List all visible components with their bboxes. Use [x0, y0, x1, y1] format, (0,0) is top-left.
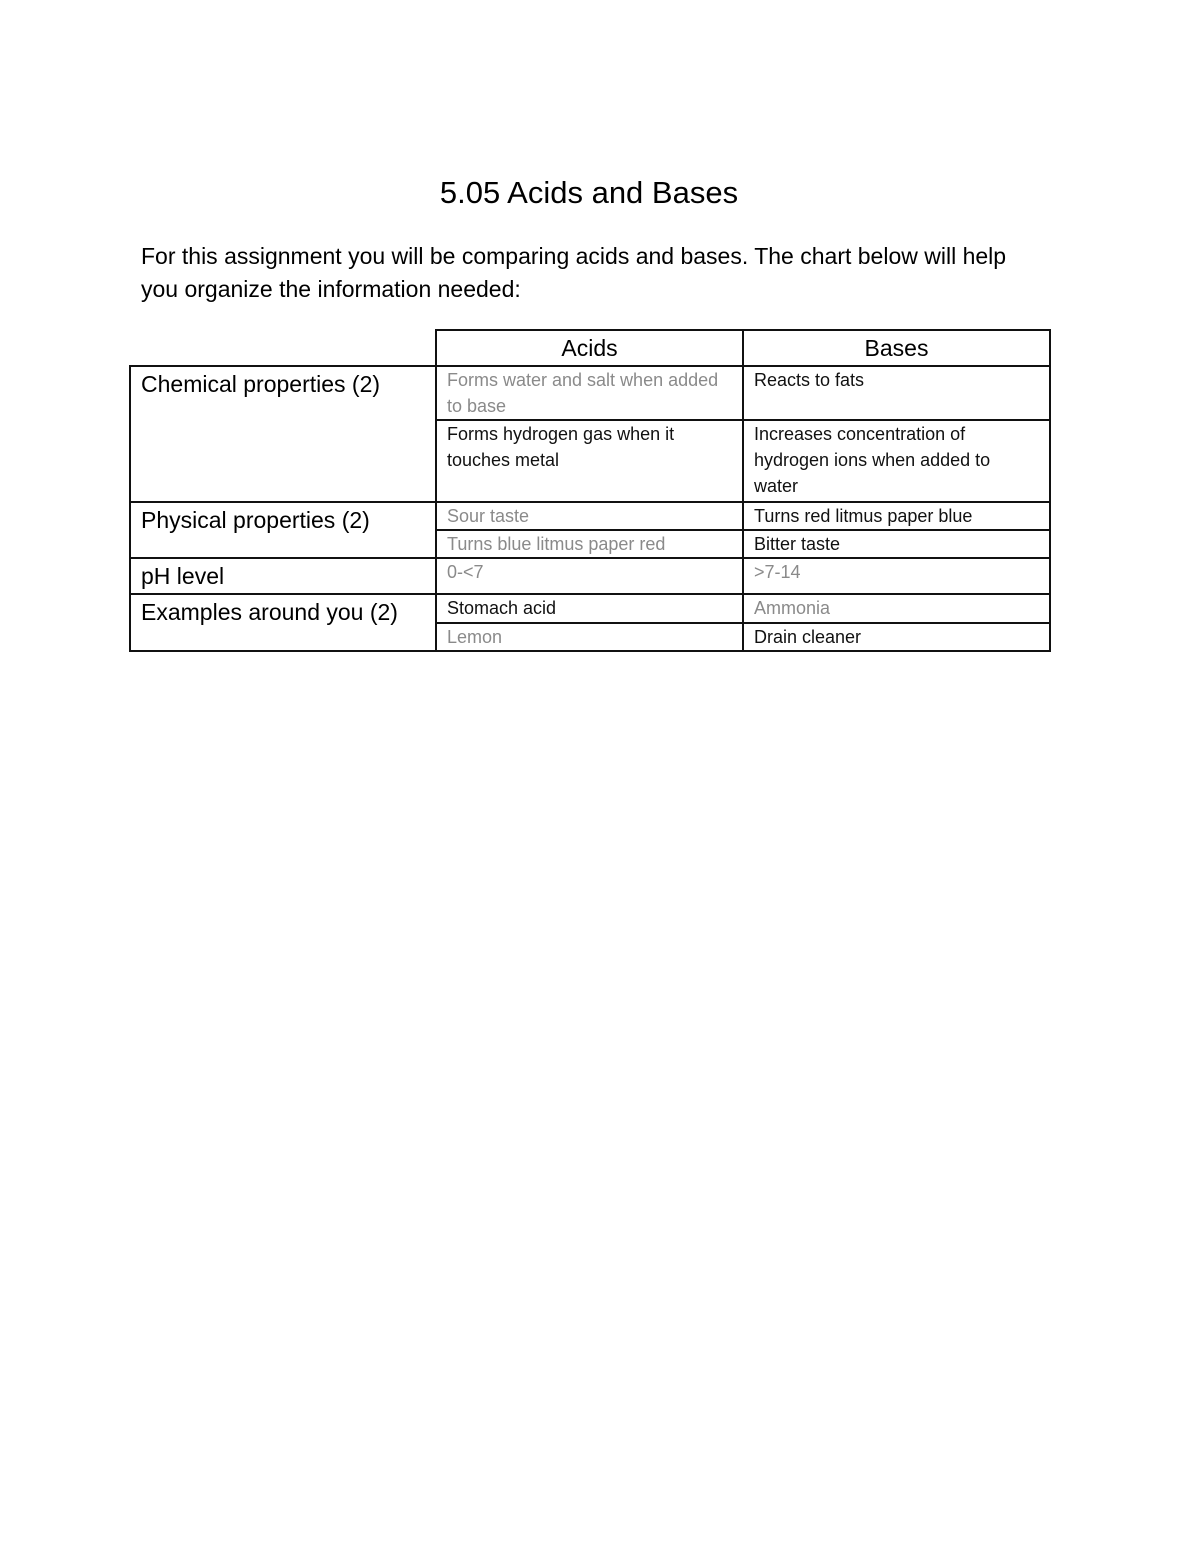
intro-paragraph: For this assignment you will be comparing acids and bases. The chart below will help you organize the information needed:	[141, 243, 1007, 302]
row-label-ph-level: pH level	[130, 558, 436, 594]
table-row	[130, 558, 1050, 594]
table-row	[130, 502, 1050, 530]
column-header-acids: Acids	[436, 330, 743, 366]
base-cell: >7-14	[743, 558, 1050, 594]
base-cell: Reacts to fats	[743, 366, 1050, 420]
acid-cell: Stomach acid	[436, 594, 743, 623]
column-header-bases: Bases	[743, 330, 1050, 366]
base-cell: Drain cleaner	[743, 623, 1050, 651]
acid-cell: Lemon	[436, 623, 743, 651]
base-cell: Ammonia	[743, 594, 1050, 623]
acid-cell: Forms hydrogen gas when it touches metal	[436, 420, 743, 502]
page-title: 5.05 Acids and Bases	[439, 175, 739, 210]
acid-cell: Sour taste	[436, 502, 743, 530]
base-cell: Turns red litmus paper blue	[743, 502, 1050, 530]
row-label-examples-around-you: Examples around you (2)	[130, 594, 436, 651]
acid-cell: 0-<7	[436, 558, 743, 594]
base-cell: Bitter taste	[743, 530, 1050, 558]
table-row	[130, 594, 1050, 623]
row-label-chemical-properties: Chemical properties (2)	[130, 366, 436, 502]
base-cell: Increases concentration of hydrogen ions when added to water	[743, 420, 1050, 502]
comparison-table	[129, 329, 1051, 652]
acid-cell: Forms water and salt when added to base	[436, 366, 743, 420]
row-label-physical-properties: Physical properties (2)	[130, 502, 436, 558]
header-blank-cell	[130, 330, 436, 366]
table-header-row	[130, 330, 1050, 366]
table-row	[130, 366, 1050, 420]
acid-cell: Turns blue litmus paper red	[436, 530, 743, 558]
